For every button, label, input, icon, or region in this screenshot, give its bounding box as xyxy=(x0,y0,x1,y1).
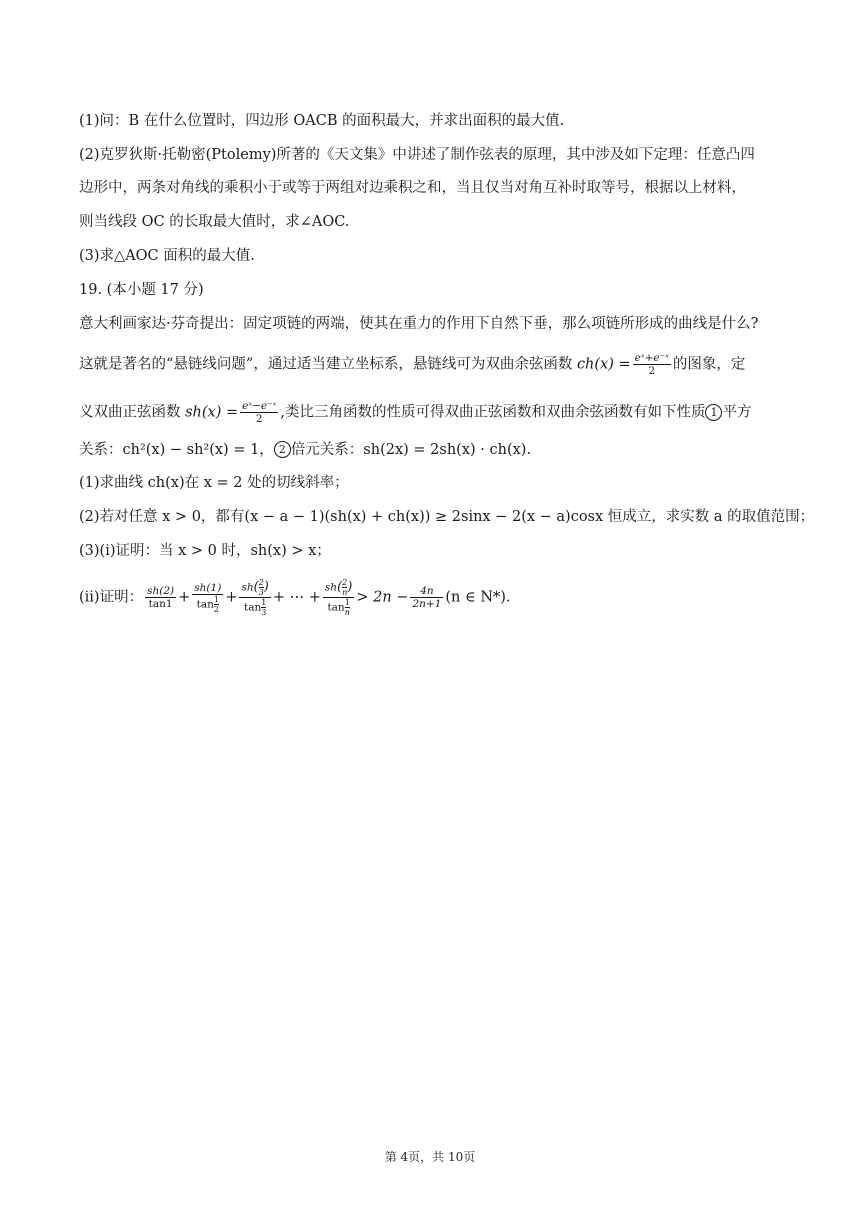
q19-intro-line4 xyxy=(79,440,781,460)
page-footer: 第 4页，共 10页 xyxy=(384,1150,476,1164)
exp-den: n xyxy=(344,608,350,617)
ellipsis: + ⋯ + xyxy=(272,589,321,606)
exp-num: 1 xyxy=(344,598,350,607)
arg-num: 2 xyxy=(342,578,348,587)
sum-term-2 xyxy=(192,582,223,614)
sh-numerator: eˣ−e⁻ˣ xyxy=(242,400,277,412)
sh-denominator: 2 xyxy=(255,413,263,425)
part3ii-label: (ii)证明： xyxy=(79,589,144,606)
ch-denominator: 2 xyxy=(648,365,656,377)
termn-den xyxy=(323,598,354,617)
ch-numerator: eˣ+e⁻ˣ xyxy=(634,352,669,364)
intro-text: ,类比三角函数的性质可得双曲正弦函数和双曲余弦函数有如下性质 xyxy=(280,404,706,421)
term3-num: sh( $\frac{2}{3}$ ) xyxy=(241,578,269,597)
q19-intro-line1: 意大利画家达·芬奇提出：固定项链的两端，使其在重力的作用下自然下垂，那么项链所形成的曲线是什么? xyxy=(79,316,759,332)
term1-den: tan1 xyxy=(148,598,173,610)
sum-term-1 xyxy=(145,585,176,610)
rhs-den: 2n+1 xyxy=(412,598,442,610)
sh-label: sh xyxy=(241,581,254,594)
term2-den-exp xyxy=(214,595,219,614)
sum-term-3 xyxy=(239,578,270,617)
arg-num: 2 xyxy=(258,578,264,587)
double-relation: 倍元关系：sh(2x) = 2sh(x) · ch(x). xyxy=(290,442,532,458)
q19-header: 19. (本小题 17 分) xyxy=(79,282,204,298)
intro-text: 平方 xyxy=(722,404,752,421)
domain-note: (n ∈ N*). xyxy=(445,589,511,606)
rhs-fraction xyxy=(410,585,443,610)
termn-num: sh( $\frac{2}{n}$ ) xyxy=(324,578,353,597)
q19-part3i: (3)(i)证明：当 x > 0 时，sh(x) > x； xyxy=(79,543,331,559)
inequality-rhs: > 2n − xyxy=(356,589,409,606)
term1-num: sh(2) xyxy=(147,585,175,597)
tan-label: tan xyxy=(327,601,345,614)
q19-part1: (1)求曲线 ch(x)在 x = 2 处的切线斜率； xyxy=(79,475,349,491)
q19-intro-line2 xyxy=(79,352,781,377)
circled-number-1: 1 xyxy=(705,404,722,421)
sh-fraction xyxy=(240,400,278,425)
tan-label: tan xyxy=(244,601,262,614)
term2-den xyxy=(192,595,223,614)
exp-den: 3 xyxy=(261,608,267,617)
arg-den: 3 xyxy=(258,588,264,597)
q19-intro-line3 xyxy=(79,400,781,425)
term3-den xyxy=(239,598,270,617)
q18-part3: (3)求△AOC 面积的最大值. xyxy=(79,248,255,264)
sh-definition-lhs: sh(x) = xyxy=(185,404,239,421)
sh-label: sh xyxy=(324,581,338,594)
q19-part3ii: (ii)证明： $\frac{sh(2)}{\tan 1}$ + sh(1) tan $\frac{1}{2}$ + sh( $\frac{2}{3}$ ) tan $\frac{1}{3}$ + ⋯ + sh( $\frac{2}{n}$ ) tan $\frac{1}{n}$ > 2n − $\frac{4n}{2n+1}$ (n ∈ N*). xyxy=(79,578,511,617)
intro-text: 义双曲正弦函数 xyxy=(79,404,181,421)
tan-label: tan xyxy=(196,598,214,610)
q19-part2: (2)若对任意 x > 0，都有(x − a − 1)(sh(x) + ch(x)) ≥ 2sinx − 2(x − a)cosx 恒成立，求实数 a 的取值范围； xyxy=(79,509,815,525)
q18-part2-line1: (2)克罗狄斯·托勒密(Ptolemy)所著的《天文集》中讲述了制作弦表的原理，其中涉及如下定理：任意凸四 xyxy=(79,147,755,163)
q18-part2-line3: 则当线段 OC 的长取最大值时，求∠AOC. xyxy=(79,214,350,230)
q18-part1: (1)问：B 在什么位置时，四边形 OACB 的面积最大，并求出面积的最大值. xyxy=(79,113,565,129)
q18-part2-line2: 边形中，两条对角线的乘积小于或等于两组对边乘积之和，当且仅当对角互补时取等号，根据以上材料， xyxy=(79,180,746,196)
circled-number-2: 2 xyxy=(274,441,291,458)
ch-fraction xyxy=(633,352,671,377)
rhs-num: 4n xyxy=(410,585,443,598)
exp-num: 1 xyxy=(261,598,267,607)
term2-num: sh(1) xyxy=(194,581,222,594)
term3-den-exp xyxy=(261,598,266,617)
exp-den: 2 xyxy=(213,604,219,614)
intro-text: 这就是著名的“悬链线问题”，通过适当建立坐标系，悬链线可为双曲余弦函数 xyxy=(79,356,573,373)
exp-num: 1 xyxy=(213,594,219,604)
arg-den: n xyxy=(342,588,348,597)
square-relation: 关系：ch²(x) − sh²(x) = 1， xyxy=(79,442,274,458)
sum-term-n xyxy=(323,578,354,617)
termn-den-exp xyxy=(345,598,350,617)
ch-definition-lhs: ch(x) = xyxy=(576,356,631,373)
intro-text: 的图象，定 xyxy=(672,356,746,373)
